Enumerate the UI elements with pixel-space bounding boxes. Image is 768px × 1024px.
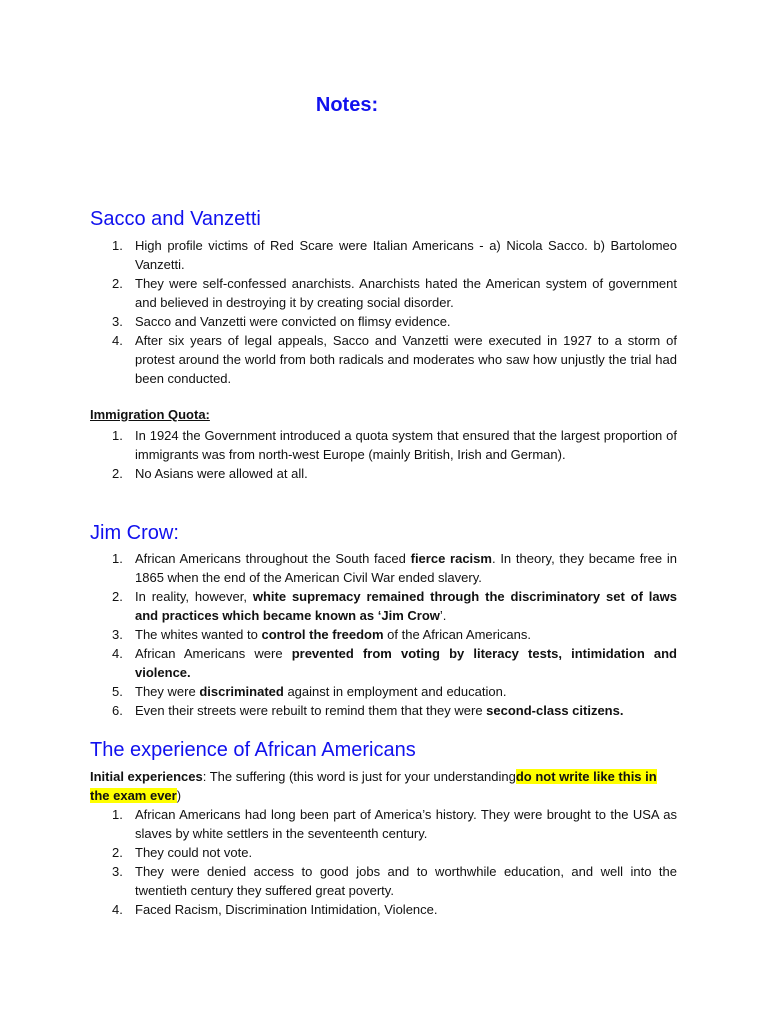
list-item: 2. In reality, however, white supremacy remained through the discriminatory set of laws and practices which became known as ‘Jim Crow’. xyxy=(112,589,677,623)
list-item: 1. High profile victims of Red Scare were Italian Americans - a) Nicola Sacco. b) Bartolomeo Vanzetti. xyxy=(112,238,677,272)
list-item: 3. Sacco and Vanzetti were convicted on flimsy evidence. xyxy=(112,314,451,329)
list-item: 3. They were denied access to good jobs and to worthwhile education, and well into the twentieth century they suffered great poverty. xyxy=(112,864,677,898)
highlighted-warning: do not write like this in the exam ever xyxy=(90,769,657,803)
list-item: 2. They could not vote. xyxy=(112,845,253,860)
section-heading-experience: The experience of African Americans xyxy=(90,739,416,761)
intro-label: Initial experiences xyxy=(90,769,203,784)
list-item: 2. No Asians were allowed at all. xyxy=(112,466,308,481)
sacco-list xyxy=(90,236,677,388)
list-item: 1. African Americans had long been part of America’s history. They were brought to the USA as slaves by white settlers in the seventeenth century. xyxy=(112,807,677,841)
list-item: 4. Faced Racism, Discrimination Intimidation, Violence. xyxy=(112,902,438,917)
page-title: Notes: xyxy=(315,94,379,116)
list-item: 6. Even their streets were rebuilt to remind them that they were second-class citizens. xyxy=(112,703,624,718)
section-heading-jimcrow: Jim Crow: xyxy=(90,522,179,544)
section-heading-sacco: Sacco and Vanzetti xyxy=(90,208,261,230)
list-item: 3. The whites wanted to control the freedom of the African Americans. xyxy=(112,627,531,642)
list-item: 2. They were self-confessed anarchists. Anarchists hated the American system of government and believed in destroying it by creating social disorder. xyxy=(112,276,677,310)
experience-list xyxy=(90,805,677,919)
section-heading-immigration: Immigration Quota: xyxy=(90,407,210,422)
list-item: 1. In 1924 the Government introduced a quota system that ensured that the largest proportion of immigrants was from north-west Europe (mainly British, Irish and German). xyxy=(112,428,677,462)
list-item: 4. After six years of legal appeals, Sacco and Vanzetti were executed in 1927 to a storm of protest around the world from both radicals and moderates who saw how unjustly the trial had been conducted. xyxy=(112,333,677,386)
list-item: 5. They were discriminated against in employment and education. xyxy=(112,684,507,699)
immigration-list xyxy=(90,426,677,483)
experience-intro: Initial experiences: The suffering (this word is just for your understandingdo not write like this in the exam ever) xyxy=(90,769,657,803)
jimcrow-list xyxy=(90,549,677,720)
list-item: 4. African Americans were prevented from voting by literacy tests, intimidation and violence. xyxy=(112,646,677,680)
list-item: 1. African Americans throughout the South faced fierce racism. In theory, they became free in 1865 when the end of the American Civil War ended slavery. xyxy=(112,551,677,585)
